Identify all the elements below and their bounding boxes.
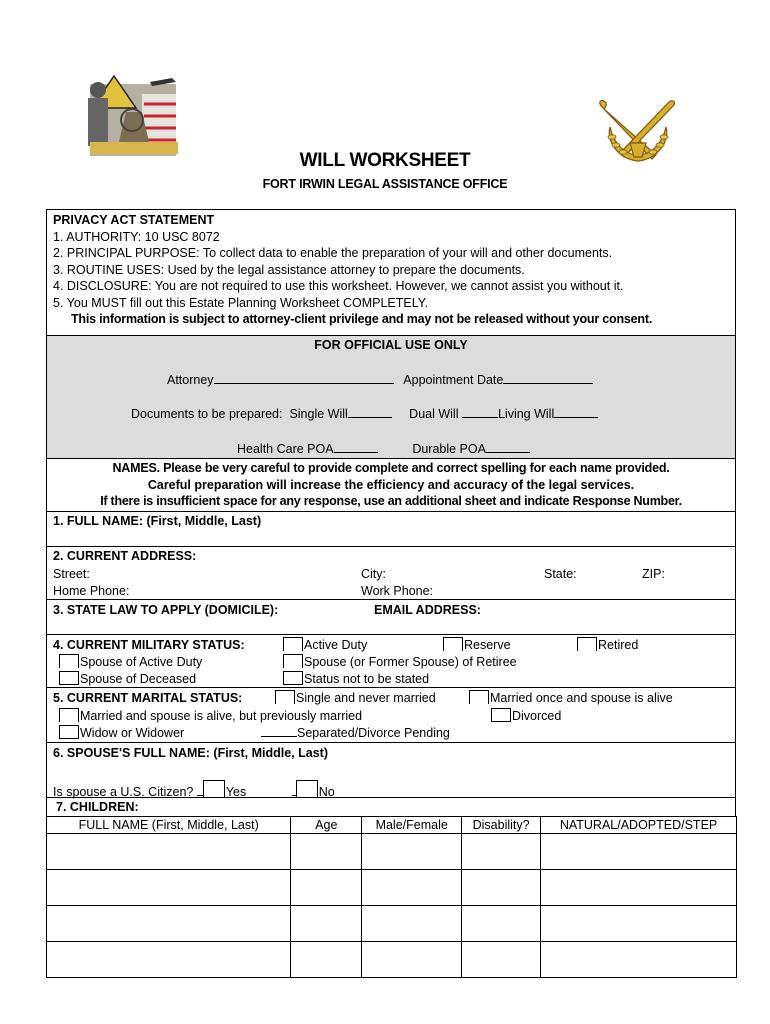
single-will-field[interactable] — [348, 406, 392, 418]
married-once-option[interactable] — [469, 690, 673, 707]
privacy-item: 5. You MUST fill out this Estate Planning Worksheet COMPLETELY. — [53, 295, 428, 310]
child-sex-cell[interactable] — [362, 834, 462, 870]
single-option[interactable] — [275, 690, 436, 707]
no-checkbox[interactable] — [296, 780, 318, 798]
checkbox[interactable] — [577, 637, 597, 651]
zip-label[interactable]: ZIP: — [642, 567, 665, 581]
checkbox[interactable] — [59, 671, 79, 685]
child-name-cell[interactable] — [47, 834, 291, 870]
divorced-option[interactable] — [491, 708, 561, 725]
attorney-row — [167, 372, 593, 389]
spouse-name-label[interactable]: 6. SPOUSE'S FULL NAME: (First, Middle, Last) — [53, 746, 328, 760]
spouse-deceased-option[interactable] — [59, 671, 196, 688]
children-label: 7. CHILDREN: — [56, 800, 139, 814]
children-section-header — [46, 797, 736, 817]
spouse-retiree-label: Spouse (or Former Spouse) of Retiree — [304, 655, 517, 669]
active-duty-label: Active Duty — [304, 638, 368, 652]
marital-status-label: 5. CURRENT MARITAL STATUS: — [53, 691, 243, 705]
retired-label: Retired — [598, 638, 639, 652]
names-notice-section — [46, 458, 736, 512]
child-type-cell[interactable] — [541, 870, 737, 906]
separated-option[interactable] — [261, 725, 450, 742]
children-header-row — [47, 817, 737, 834]
reserve-label: Reserve — [464, 638, 511, 652]
not-stated-label: Status not to be stated — [304, 672, 430, 686]
not-stated-option[interactable] — [283, 671, 429, 688]
dual-will-field[interactable] — [462, 406, 498, 418]
separated-label: Separated/Divorce Pending — [297, 726, 450, 740]
child-type-cell[interactable] — [541, 834, 737, 870]
documents-label: Documents to be prepared: — [131, 407, 283, 421]
email-label[interactable]: EMAIL ADDRESS: — [374, 603, 481, 617]
privacy-item: 1. AUTHORITY: 10 USC 8072 — [53, 229, 220, 244]
child-sex-cell[interactable] — [362, 870, 462, 906]
widow-label: Widow or Widower — [80, 726, 185, 740]
full-name-section[interactable] — [46, 511, 736, 547]
names-notice-line: NAMES. Please be very careful to provide complete and correct spelling for each name provided. — [112, 461, 670, 475]
privacy-act-section — [46, 209, 736, 336]
military-status-section — [46, 634, 736, 688]
spouse-active-label: Spouse of Active Duty — [80, 655, 203, 669]
children-table — [46, 816, 737, 978]
checkbox[interactable] — [491, 708, 511, 722]
spouse-name-section — [46, 742, 736, 798]
health-poa-label: Health Care POA — [237, 442, 334, 456]
married-prev-option[interactable] — [59, 708, 362, 725]
spouse-retiree-option[interactable] — [283, 654, 517, 671]
privacy-item: 4. DISCLOSURE: You are not required to use this worksheet. However, we cannot assist you without it. — [53, 279, 624, 293]
column-header: Male/Female — [362, 817, 462, 834]
yes-label: Yes — [225, 785, 247, 799]
widow-option[interactable] — [59, 725, 184, 742]
child-disability-cell[interactable] — [462, 942, 541, 978]
table-row — [47, 942, 737, 978]
work-phone-label[interactable]: Work Phone: — [361, 584, 434, 598]
documents-row — [131, 406, 598, 423]
official-heading: FOR OFFICIAL USE ONLY — [314, 338, 468, 352]
table-row — [47, 906, 737, 942]
checkbox[interactable] — [283, 654, 303, 668]
spouse-deceased-label: Spouse of Deceased — [80, 672, 197, 686]
privacy-notice: This information is subject to attorney-client privilege and may not be released without your consent. — [71, 312, 653, 326]
street-label[interactable]: Street: — [53, 567, 90, 581]
child-age-cell[interactable] — [291, 942, 362, 978]
citizen-question: Is spouse a U.S. Citizen? — [53, 785, 194, 799]
checkbox[interactable] — [59, 654, 79, 668]
page-subtitle: FORT IRWIN LEGAL ASSISTANCE OFFICE — [262, 177, 508, 191]
table-row — [47, 870, 737, 906]
child-age-cell[interactable] — [291, 834, 362, 870]
fort-irwin-logo — [80, 68, 182, 162]
living-will-field[interactable] — [554, 406, 598, 418]
appointment-label: Appointment Date — [403, 373, 504, 387]
single-will-label: Single Will — [289, 407, 348, 421]
privacy-item: 3. ROUTINE USES: Used by the legal assistance attorney to prepare the documents. — [53, 262, 525, 277]
checkbox[interactable] — [59, 725, 79, 739]
yes-checkbox[interactable] — [203, 780, 225, 798]
child-age-cell[interactable] — [291, 870, 362, 906]
reserve-option[interactable] — [443, 637, 511, 654]
attorney-label: Attorney — [167, 373, 214, 387]
state-label[interactable]: State: — [544, 567, 577, 581]
child-disability-cell[interactable] — [462, 834, 541, 870]
page-title: WILL WORKSHEET — [299, 150, 471, 171]
marital-status-section — [46, 687, 736, 743]
child-disability-cell[interactable] — [462, 906, 541, 942]
table-row — [47, 834, 737, 870]
retired-option[interactable] — [577, 637, 638, 654]
child-sex-cell[interactable] — [362, 906, 462, 942]
poa-row — [237, 441, 530, 458]
privacy-heading: PRIVACY ACT STATEMENT — [53, 213, 215, 227]
child-age-cell[interactable] — [291, 906, 362, 942]
married-once-label: Married once and spouse is alive — [490, 691, 673, 705]
address-section — [46, 546, 736, 600]
child-name-cell[interactable] — [47, 870, 291, 906]
child-sex-cell[interactable] — [362, 942, 462, 978]
checkbox[interactable] — [469, 690, 489, 704]
city-label[interactable]: City: — [361, 567, 386, 581]
spouse-active-option[interactable] — [59, 654, 202, 671]
privacy-item: 2. PRINCIPAL PURPOSE: To collect data to enable the preparation of your will and other documents. — [53, 246, 613, 260]
checkbox[interactable] — [59, 708, 79, 722]
checkbox[interactable] — [283, 671, 303, 685]
official-use-section — [46, 335, 736, 459]
divorced-label: Divorced — [512, 709, 562, 723]
address-label: 2. CURRENT ADDRESS: — [53, 549, 197, 563]
durable-poa-label: Durable POA — [412, 442, 486, 456]
column-header: NATURAL/ADOPTED/STEP — [541, 817, 737, 834]
checkbox[interactable] — [283, 637, 303, 651]
durable-poa-field[interactable] — [486, 441, 530, 453]
no-label: No — [318, 785, 335, 799]
home-phone-label[interactable]: Home Phone: — [53, 584, 130, 598]
single-label: Single and never married — [296, 691, 436, 705]
names-notice-line: If there is insufficient space for any response, use an additional sheet and indicate Response Number. — [100, 494, 682, 508]
living-will-label: Living Will — [497, 407, 555, 421]
health-poa-field[interactable] — [334, 441, 378, 453]
attorney-field[interactable] — [214, 372, 394, 384]
full-name-label: 1. FULL NAME: (First, Middle, Last) — [53, 514, 262, 528]
child-name-cell[interactable] — [47, 906, 291, 942]
domicile-label[interactable]: 3. STATE LAW TO APPLY (DOMICILE): — [53, 603, 279, 617]
domicile-section — [46, 599, 736, 635]
separated-field[interactable] — [261, 725, 297, 737]
column-header: FULL NAME (First, Middle, Last) — [47, 817, 291, 834]
column-header: Age — [291, 817, 362, 834]
child-type-cell[interactable] — [541, 942, 737, 978]
child-type-cell[interactable] — [541, 906, 737, 942]
column-header: Disability? — [462, 817, 541, 834]
military-status-label: 4. CURRENT MILITARY STATUS: — [53, 638, 245, 652]
checkbox[interactable] — [443, 637, 463, 651]
married-prev-label: Married and spouse is alive, but previously married — [80, 709, 363, 723]
appointment-field[interactable] — [503, 372, 593, 384]
checkbox[interactable] — [275, 690, 295, 704]
child-name-cell[interactable] — [47, 942, 291, 978]
dual-will-label: Dual Will — [409, 407, 459, 421]
names-notice-line: Careful preparation will increase the efficiency and accuracy of the legal services. — [147, 477, 635, 492]
active-duty-option[interactable] — [283, 637, 367, 654]
child-disability-cell[interactable] — [462, 870, 541, 906]
